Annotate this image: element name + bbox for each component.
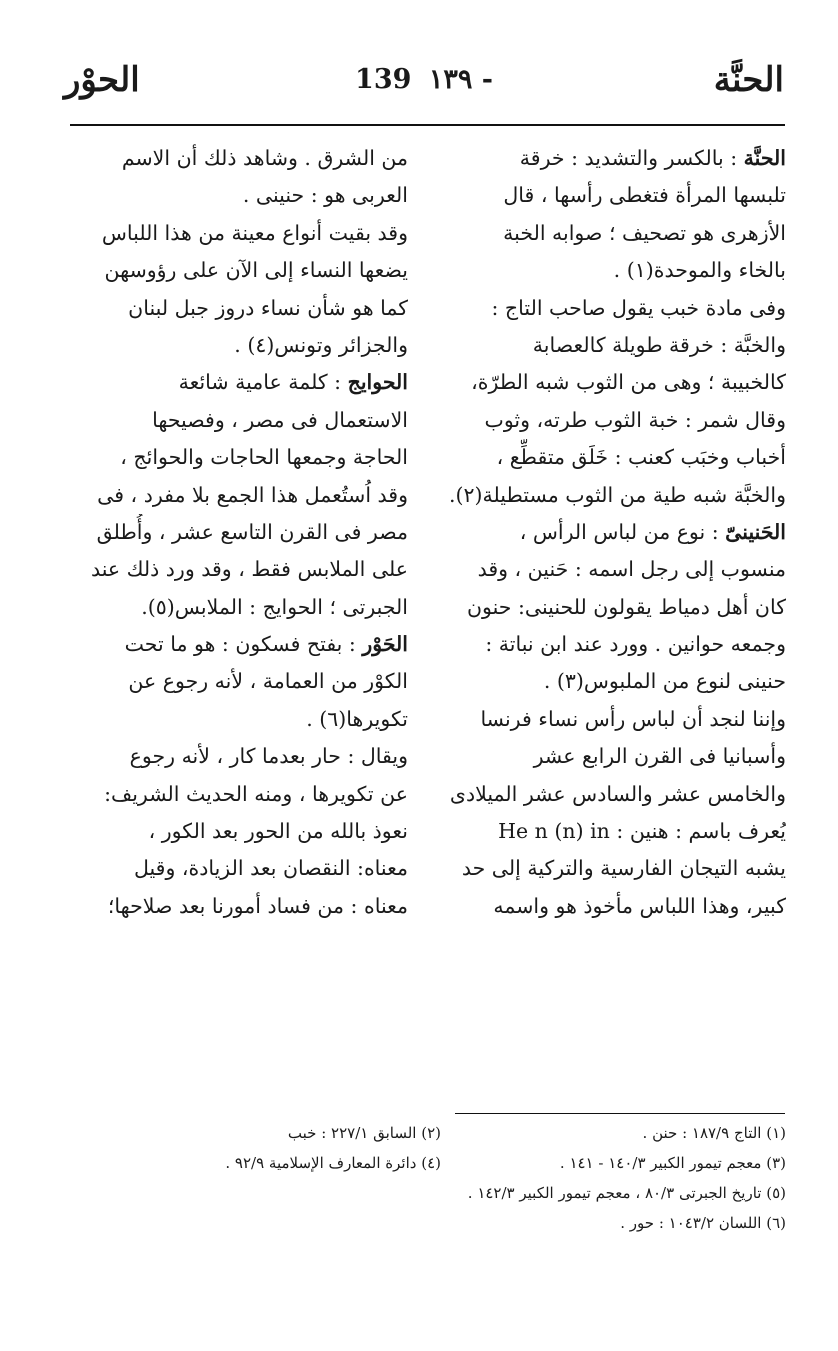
entry-term: الحَنينىّ [725,519,786,544]
footnote [51,1208,441,1238]
left-column-line [66,663,408,700]
text-run: والخبَّة شبه طية من الثوب مستطيلة(٢). [448,482,786,507]
footnote-row [51,1208,786,1238]
text-run: الكوْر من العمامة ، لأنه رجوع عن [128,669,408,694]
text-run: من الشرق . وشاهد ذلك أن الاسم [121,146,408,170]
text-run: كان أهل دمياط يقولون للحنينى: حنون [466,594,786,619]
text-run: وقد بقيت أنواع معينة من هذا اللباس [101,220,408,245]
left-column-line [66,701,408,738]
footnote-row [51,1148,786,1178]
text-run: : بالكسر والتشديد : خرقة [519,146,744,170]
entry-term: الحنَّة [743,146,786,170]
text-run: وقد اُستُعمل هذا الجمع بلا مفرد ، فى [97,482,408,507]
left-column-line [66,514,408,551]
text-run: العربى هو : حنينى . [242,183,408,208]
right-column-line [444,439,786,476]
footnote [51,1178,441,1208]
text-run: كالخبيبة ؛ وهى من الثوب شبه الطرّة، [471,370,786,395]
left-column-line [66,327,408,364]
left-column-line [66,776,408,813]
text-run: مصر فى القرن التاسع عشر ، وأُطلق [96,519,408,544]
left-column-line [66,813,408,850]
header-entry-left: الحوْر [64,60,140,100]
text-run: منسوب إلى رجل اسمه : حَنين ، وقد [477,557,786,582]
right-column-line [444,888,786,925]
left-column-line [66,589,408,626]
right-column-line [444,215,786,252]
left-column-line [66,290,408,327]
text-run: تلبسها المرأة فتغطى رأسها ، قال [503,183,786,208]
page-number-arabic: ١٣٩ - [428,64,493,95]
right-column-line [444,813,786,850]
text-run: والخبَّة : خرقة طويلة كالعصابة [532,332,786,357]
left-column-line [66,177,408,214]
footnotes [51,1118,786,1238]
footnote-row [51,1178,786,1208]
text-run: تكويرها(٦) . [306,706,408,731]
text-run: وقال شمر : خبة الثوب طرته، وثوب [484,407,786,432]
left-column-line [66,888,408,925]
left-column [66,140,408,925]
text-run: يضعها النساء إلى الآن على رؤوسهن [104,258,408,283]
right-column-line [444,402,786,439]
text-run: على الملابس فقط ، وقد ورد ذلك عند [90,557,408,582]
text-run: وفى مادة خبب يقول صاحب التاج : [491,295,786,320]
entry-term: الحَوْر [362,632,408,657]
right-column-line [444,252,786,289]
right-column-line [444,850,786,887]
text-run: الاستعمال فى مصر ، وفصيحها [152,407,408,432]
left-column-line [66,140,408,177]
text-run: معناه: النقصان بعد الزيادة، وقيل [133,856,408,881]
footnote: (٢) السابق ٢٢٧/١ : خبب [287,1124,441,1142]
left-column-line [66,551,408,588]
left-column-line [66,364,408,401]
right-column-line [444,177,786,214]
text-run: والجزائر وتونس(٤) . [234,332,408,357]
footnote: (٦) اللسان ١٠٤٣/٢ : حور . [620,1214,786,1232]
text-run: : نوع من لباس الرأس ، [519,519,726,544]
footnote: (٥) تاريخ الجبرتى ٨٠/٣ ، معجم تيمور الكبير ١٤٢/٣ . [467,1184,786,1202]
text-run: يُعرف باسم : هنين : He n (n) in [498,819,786,844]
page-header [64,60,784,114]
header-rule [70,124,785,126]
right-column [444,140,786,925]
left-column-line [66,477,408,514]
text-run: الحاجة وجمعها الحاجات والحوائج ، [120,445,408,470]
footnote-row [51,1118,786,1148]
right-column-line [444,514,786,551]
right-column-line [444,626,786,663]
text-run: كما هو شأن نساء دروز جبل لبنان [128,295,408,320]
text-run: عن تكويرها ، ومنه الحديث الشريف: [104,781,408,806]
right-column-line [444,701,786,738]
right-column-line [444,551,786,588]
footnote: (٤) دائرة المعارف الإسلامية ٩٢/٩ . [225,1154,441,1172]
text-run: وجمعه حوانين . وورد عند ابن نباتة : [485,632,786,657]
right-column-line [444,477,786,514]
text-run: وإننا لنجد أن لباس رأس نساء فرنسا [480,706,786,731]
text-run: والخامس عشر والسادس عشر الميلادى [449,781,786,806]
left-column-line [66,402,408,439]
footnote-rule [455,1113,785,1114]
page-number-latin: 139 [355,64,412,95]
text-run: الجبرتى ؛ الحوايج : الملابس(٥). [141,594,408,619]
right-column-line [444,364,786,401]
text-run: معناه : من فساد أمورنا بعد صلاحها؛ [107,893,408,918]
left-column-line [66,215,408,252]
entry-term: الحوايج [347,370,408,395]
text-run: ويقال : حار بعدما كار ، لأنه رجوع [129,744,408,769]
right-column-line [444,738,786,775]
text-run: كبير، وهذا اللباس مأخوذ هو واسمه [493,893,786,918]
left-column-line [66,738,408,775]
left-column-line [66,626,408,663]
text-run: يشبه التيجان الفارسية والتركية إلى حد [461,856,786,881]
footnote: (٣) معجم تيمور الكبير ١٤٠/٣ - ١٤١ . [559,1154,786,1172]
right-column-line [444,589,786,626]
right-column-line [444,327,786,364]
text-run: الأزهرى هو تصحيف ؛ صوابه الخبة [503,220,786,245]
right-column-line [444,290,786,327]
page-number [64,64,784,95]
text-run: حنينى لنوع من الملبوس(٣) . [543,669,786,694]
header-entry-right: الحنَّة [713,60,784,100]
text-run: : بفتح فسكون : هو ما تحت [124,632,363,657]
left-column-line [66,439,408,476]
right-column-line [444,663,786,700]
text-run: بالخاء والموحدة(١) . [613,258,786,283]
text-run: وأسبانيا فى القرن الرابع عشر [533,744,786,769]
text-run: نعوذ بالله من الحور بعد الكور ، [148,819,408,844]
right-column-line [444,140,786,177]
text-run: : كلمة عامية شائعة [178,370,348,395]
right-column-line [444,776,786,813]
text-run: أخباب وخبَب كعنب : خَلَق متقطِّع ، [496,445,786,470]
left-column-line [66,850,408,887]
footnote: (١) التاج ١٨٧/٩ : حنن . [642,1124,786,1142]
left-column-line [66,252,408,289]
